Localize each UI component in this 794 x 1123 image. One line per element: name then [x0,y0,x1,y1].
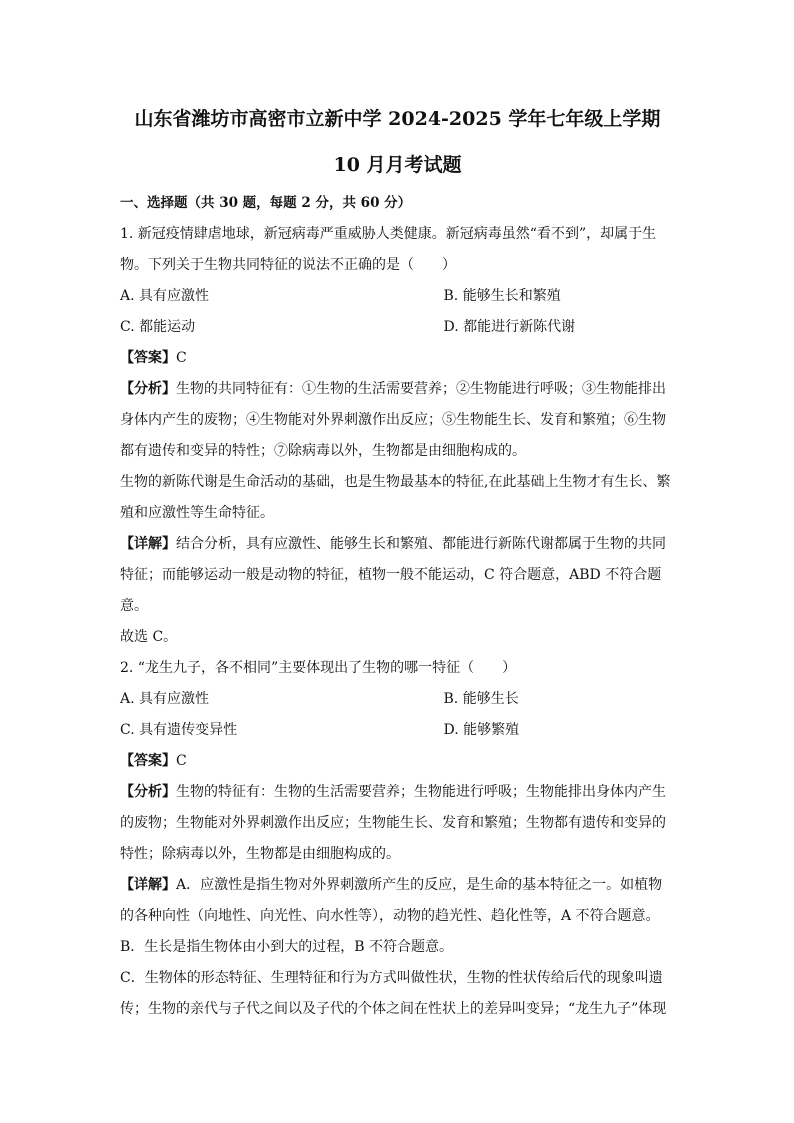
analysis-tag: 【分析】 [120,784,176,800]
q1-detail-line-2: 特征；而能够运动一般是动物的特征，植物一般不能运动，C 符合题意，ABD 不符合题 [120,567,662,583]
q1-stem-line-2: 物。下列关于生物共同特征的说法不正确的是（ ） [120,257,456,273]
q1-option-a: A. 具有应激性 [120,288,210,304]
q2-options-row-1 [120,684,675,715]
q1-analysis-line-1 [120,374,675,405]
answer-tag: 【答案】 [120,350,176,366]
q1-option-d: D. 都能进行新陈代谢 [443,319,576,335]
q2-detail-line-5: 传；生物的亲代与子代之间以及子代的个体之间在性状上的差异叫变异；“龙生九子”体现 [120,1001,667,1017]
q2-option-a: A. 具有应激性 [120,691,210,707]
q1-option-b: B. 能够生长和繁殖 [443,288,561,304]
answer-value: C [176,350,187,366]
detail-tag: 【详解】 [120,877,176,893]
q2-option-b: B. 能够生长 [443,691,519,707]
page-title-line-1: 山东省潍坊市高密市立新中学 2024-2025 学年七年级上学期 [134,108,661,130]
q2-detail-line-4: C．生物体的形态特征、生理特征和行为方式叫做性状，生物的性状传给后代的现象叫遗 [120,970,663,986]
q2-analysis-line-2: 的废物；生物能对外界刺激作出反应；生物能生长、发育和繁殖；生物都有遗传和变异的 [120,815,666,831]
page-title-line-2: 10 月月考试题 [333,154,462,176]
q1-detail-line-3: 意。 [120,598,148,614]
question-1 [120,219,675,653]
q1-analysis-line-4: 生物的新陈代谢是生命活动的基础，也是生物最基本的特征,在此基础上生物才有生长、繁 [120,474,671,490]
q2-analysis-line-3: 特性；除病毒以外，生物都是由细胞构成的。 [120,846,400,862]
question-2 [120,653,675,1025]
q2-answer [120,746,675,777]
q1-analysis-line-2: 身体内产生的废物；④生物能对外界刺激作出反应；⑤生物能生长、发育和繁殖；⑥生物 [120,412,666,428]
q2-detail-line-2: 的各种向性（向地性、向光性、向水性等），动物的趋光性、趋化性等，A 不符合题意。 [120,908,660,924]
detail-text: 结合分析，具有应激性、能够生长和繁殖、都能进行新陈代谢都属于生物的共同 [176,536,666,552]
detail-tag: 【详解】 [120,536,176,552]
analysis-text: 生物的共同特征有：①生物的生活需要营养；②生物能进行呼吸；③生物能排出 [176,381,666,397]
exam-page [120,96,675,1025]
q1-detail-line-1 [120,529,675,560]
q2-options-row-2 [120,715,675,746]
answer-tag: 【答案】 [120,753,176,769]
q2-option-d: D. 能够繁殖 [443,722,520,738]
answer-value: C [176,753,187,769]
q1-stem-line-1: 1. 新冠疫情肆虐地球，新冠病毒严重威胁人类健康。新冠病毒虽然“看不到”，却属于生 [120,226,657,242]
q1-answer [120,343,675,374]
analysis-tag: 【分析】 [120,381,176,397]
q2-detail-line-3: B．生长是指生物体由小到大的过程，B 不符合题意。 [120,939,454,955]
section-heading: 一、选择题（共 30 题，每题 2 分，共 60 分） [120,195,412,211]
analysis-text: 生物的特征有：生物的生活需要营养；生物能进行呼吸；生物能排出身体内产生 [176,784,666,800]
q1-options-row-2 [120,312,675,343]
q1-analysis-line-5: 殖和应激性等生命特征。 [120,505,274,521]
q1-options-row-1 [120,281,675,312]
detail-text: A．应激性是指生物对外界刺激所产生的反应，是生命的基本特征之一。如植物 [176,877,663,893]
q2-option-c: C. 具有遗传变异性 [120,722,238,738]
q2-analysis-line-1 [120,777,675,808]
q1-option-c: C. 都能运动 [120,319,196,335]
q2-stem: 2. “龙生九子，各不相同”主要体现出了生物的哪一特征（ ） [120,660,517,676]
q2-detail-line-1 [120,870,675,901]
q1-conclusion: 故选 C。 [120,629,178,645]
q1-analysis-line-3: 都有遗传和变异的特性；⑦除病毒以外，生物都是由细胞构成的。 [120,443,526,459]
